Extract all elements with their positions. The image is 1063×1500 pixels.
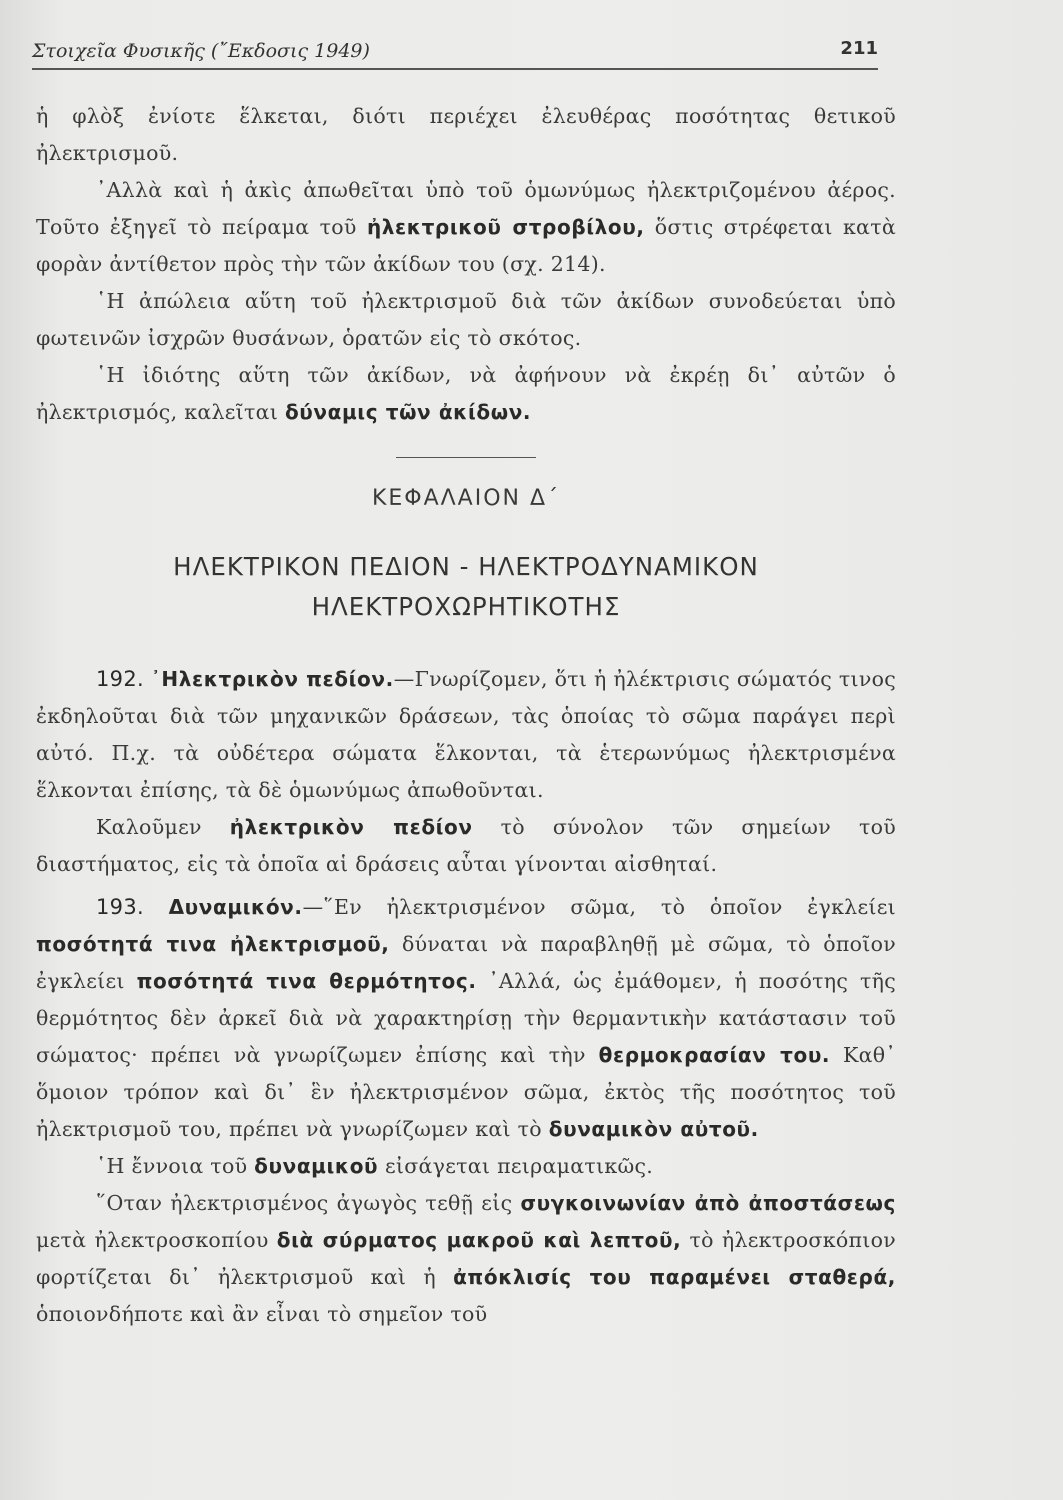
bold-term: θερμοκρασίαν του. [598, 1043, 831, 1067]
book-title: Στοιχεῖα Φυσικῆς (῎Εκδοσις 1949) [32, 40, 370, 62]
bold-term: ἀπόκλισίς του παραμένει σταθερά, [453, 1265, 896, 1289]
text-span: ῾Η ἔννοια τοῦ [96, 1154, 255, 1178]
text-span: ὅστις στρέφεται κατὰ φορὰν ἀντίθετον πρὸς τὴν τῶν ἀκίδων του (σχ. 214). [36, 215, 896, 276]
section-192-paragraph [36, 655, 896, 809]
chapter-label: ΚΕΦΑΛΑΙΟΝ Δ΄ [371, 486, 561, 511]
bold-term: ποσότητά τινα θερμότητος. [136, 969, 477, 993]
text-span: ᾿Αλλά, ὡς ἐμάθομεν, ἡ ποσότης τῆς θερμότητος δὲν ἀρκεῖ διὰ νὰ χαρακτηρίσῃ τὴν θερμαντικὴν κατάστασιν τοῦ σώματος· πρέπει νὰ γνωρίζωμεν ἐπίσης καὶ τὴν [36, 969, 896, 1067]
text-span: ᾿Αλλὰ καὶ ἡ ἀκὶς ἀπωθεῖται ὑπὸ τοῦ ὁμωνύμως ἠλεκτριζομένου ἀέρος. Τοῦτο ἐξηγεῖ τὸ πείραμα τοῦ [36, 178, 896, 239]
bold-term: ἠλεκτρικοῦ στροβίλου, [366, 215, 645, 239]
text-span: —῞Εν ἠλεκτρισμένον σῶμα, τὸ ὁποῖον ἐγκλείει [302, 895, 896, 919]
section-193-paragraph-2 [36, 1148, 896, 1185]
text-span: εἰσάγεται πειραματικῶς. [378, 1154, 654, 1178]
bold-term: ἠλεκτρικὸν πεδίον [229, 815, 473, 839]
section-divider [396, 457, 536, 458]
intro-paragraph-1: ἡ φλὸξ ἐνίοτε ἕλκεται, διότι περιέχει ἐλευθέρας ποσότητας θετικοῦ ἠλεκτρισμοῦ. [36, 104, 896, 165]
text-span: ῞Οταν ἠλεκτρισμένος ἀγωγὸς τεθῇ εἰς [96, 1191, 521, 1215]
section-heading: ᾿Ηλεκτρικὸν πεδίον. [150, 667, 394, 691]
text-span: Καθ᾿ ὅμοιον τρόπον καὶ δι᾿ ἓν ἠλεκτρισμένον σῶμα, ἐκτὸς τῆς ποσότητος τοῦ ἠλεκτρισμοῦ του, πρέπει νὰ γνωρίζωμεν καὶ τὸ [36, 1043, 896, 1141]
section-heading: Δυναμικόν. [168, 895, 303, 919]
section-number: 192. [96, 667, 144, 691]
section-193-paragraph-3 [36, 1185, 896, 1333]
intro-paragraph-4 [36, 357, 896, 431]
section-193-paragraph [36, 883, 896, 1148]
intro-paragraph-2 [36, 172, 896, 283]
text-span: τὸ ἠλεκτροσκόπιον φορτίζεται δι᾿ ἠλεκτρισμοῦ καὶ ἡ [36, 1228, 896, 1289]
text-span: ὁποιονδήποτε καὶ ἂν εἶναι τὸ σημεῖον τοῦ [36, 1302, 488, 1326]
running-header [32, 36, 878, 70]
chapter-title [36, 547, 896, 627]
section-number: 193. [96, 895, 144, 919]
bold-term: δυναμικοῦ [254, 1154, 379, 1178]
bold-term: δύναμις τῶν ἀκίδων. [284, 400, 532, 424]
text-span: μετὰ ἠλεκτροσκοπίου [36, 1228, 277, 1252]
section-192-definition [36, 809, 896, 883]
page-body [36, 98, 896, 1333]
bold-term: δυναμικὸν αὐτοῦ. [548, 1117, 759, 1141]
chapter-title-line-1: ΗΛΕΚΤΡΙΚΟΝ ΠΕΔΙΟΝ - ΗΛΕΚΤΡΟΔΥΝΑΜΙΚΟΝ [173, 552, 759, 581]
text-span: τὸ σύνολον τῶν σημείων τοῦ διαστήματος, εἰς τὰ ὁποῖα αἱ δράσεις αὗται γίνονται αἰσθηταί. [36, 815, 896, 876]
intro-paragraph-3: ῾Η ἀπώλεια αὕτη τοῦ ἠλεκτρισμοῦ διὰ τῶν ἀκίδων συνοδεύεται ὑπὸ φωτεινῶν ἰσχρῶν θυσάνων, ὁρατῶν εἰς τὸ σκότος. [36, 289, 896, 350]
bold-term: διὰ σύρματος μακροῦ καὶ λεπτοῦ, [276, 1228, 682, 1252]
text-span: Καλοῦμεν [96, 815, 230, 839]
page-number: 211 [840, 38, 878, 59]
text-span: —Γνωρίζομεν, ὅτι ἡ ἠλέκτρισις σώματός τινος ἐκδηλοῦται διὰ τῶν μηχανικῶν δράσεων, τὰς ὁποίας τὸ σῶμα παράγει περὶ αὐτό. Π.χ. τὰ οὐδέτερα σώματα ἕλκονται, τὰ ἑτερωνύμως ἠλεκτρισμένα ἕλκονται ἐπίσης, τὰ δὲ ὁμωνύμως ἀπωθοῦνται. [36, 667, 897, 802]
bold-term: ποσότητά τινα ἠλεκτρισμοῦ, [36, 932, 390, 956]
chapter-title-line-2: ΗΛΕΚΤΡΟΧΩΡΗΤΙΚΟΤΗΣ [311, 592, 621, 621]
text-span: ῾Η ἰδιότης αὕτη τῶν ἀκίδων, νὰ ἀφήνουν νὰ ἐκρέῃ δι᾿ αὐτῶν ὁ ἠλεκτρισμός, καλεῖται [36, 363, 896, 424]
text-span: δύναται νὰ παραβληθῇ μὲ σῶμα, τὸ ὁποῖον ἐγκλείει [36, 932, 896, 993]
bold-term: συγκοινωνίαν ἀπὸ ἀποστάσεως [520, 1191, 896, 1215]
